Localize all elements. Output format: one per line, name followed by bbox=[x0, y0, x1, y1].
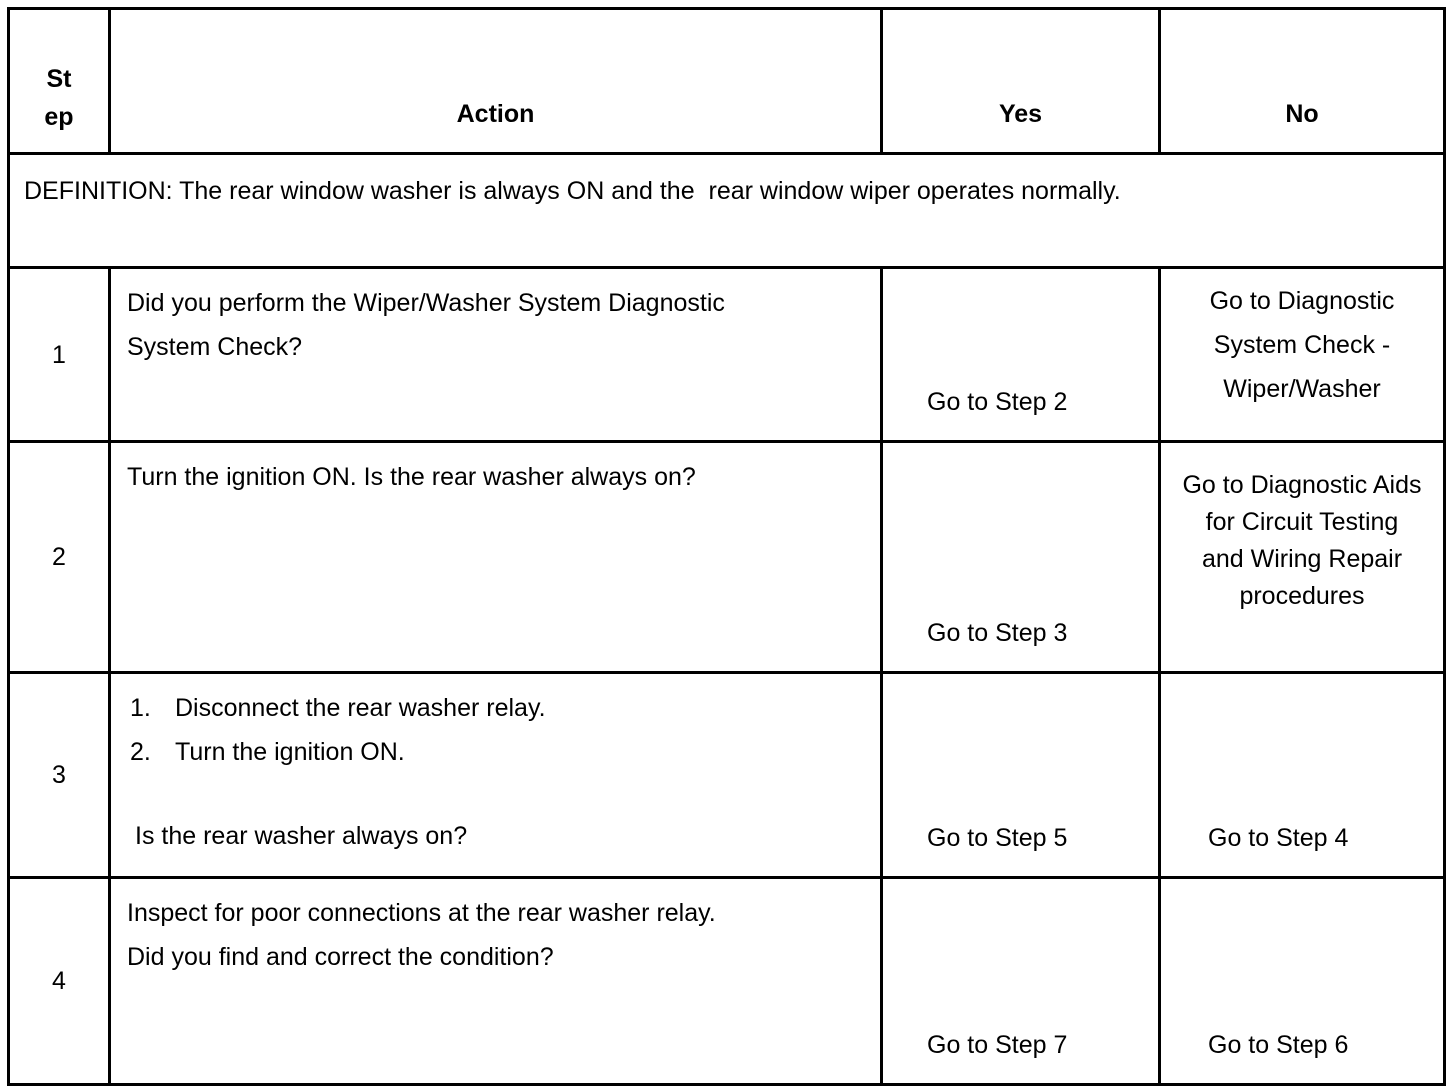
action-question: Is the rear washer always on? bbox=[135, 822, 468, 850]
no-cell bbox=[1160, 268, 1445, 442]
header-no: No bbox=[1160, 9, 1445, 154]
action-cell bbox=[110, 442, 882, 673]
no-text: procedures bbox=[1239, 582, 1365, 610]
list-item bbox=[127, 686, 880, 730]
no-cell bbox=[1160, 673, 1445, 878]
definition-cell bbox=[9, 154, 1445, 268]
definition-row bbox=[9, 154, 1445, 268]
no-text: Go to Diagnostic bbox=[1209, 287, 1395, 315]
action-list bbox=[127, 674, 880, 774]
yes-cell bbox=[882, 268, 1160, 442]
header-action: Action bbox=[110, 9, 882, 154]
action-cell bbox=[110, 268, 882, 442]
table-row bbox=[9, 673, 1445, 878]
definition-text: DEFINITION: The rear window washer is always ON and the rear window wiper operates normally. bbox=[24, 177, 1121, 205]
action-text: Inspect for poor connections at the rear washer relay. bbox=[127, 899, 716, 927]
yes-text: Go to Step 5 bbox=[927, 824, 1068, 852]
table-row bbox=[9, 442, 1445, 673]
table-row bbox=[9, 268, 1445, 442]
action-cell bbox=[110, 673, 882, 878]
yes-text: Go to Step 2 bbox=[927, 388, 1068, 416]
header-step bbox=[9, 9, 110, 154]
header-step-line1: St bbox=[46, 65, 72, 93]
yes-cell bbox=[882, 673, 1160, 878]
yes-cell bbox=[882, 442, 1160, 673]
table-row bbox=[9, 878, 1445, 1085]
yes-cell bbox=[882, 878, 1160, 1085]
diagnostic-table bbox=[7, 7, 1446, 1086]
no-cell bbox=[1160, 878, 1445, 1085]
no-text: Go to Diagnostic Aids bbox=[1182, 471, 1422, 499]
action-text: Did you find and correct the condition? bbox=[127, 943, 554, 971]
header-row bbox=[9, 9, 1445, 154]
no-text: and Wiring Repair bbox=[1201, 545, 1403, 573]
action-text: System Check? bbox=[127, 333, 303, 361]
no-cell bbox=[1160, 442, 1445, 673]
step-number: 3 bbox=[9, 673, 110, 878]
list-text: Turn the ignition ON. bbox=[175, 738, 405, 766]
action-text: Turn the ignition ON. Is the rear washer always on? bbox=[127, 463, 696, 491]
no-text: Go to Step 4 bbox=[1208, 824, 1349, 852]
step-number: 4 bbox=[9, 878, 110, 1085]
yes-text: Go to Step 7 bbox=[927, 1031, 1068, 1059]
action-cell bbox=[110, 878, 882, 1085]
header-step-line2: ep bbox=[44, 103, 74, 131]
no-text: Go to Step 6 bbox=[1208, 1031, 1349, 1059]
yes-text: Go to Step 3 bbox=[927, 619, 1068, 647]
step-number: 1 bbox=[9, 268, 110, 442]
list-number: 2. bbox=[130, 738, 151, 766]
action-text: Did you perform the Wiper/Washer System Diagnostic bbox=[127, 289, 725, 317]
no-text: Wiper/Washer bbox=[1223, 375, 1381, 403]
step-number: 2 bbox=[9, 442, 110, 673]
no-text: for Circuit Testing bbox=[1205, 508, 1399, 536]
no-text: System Check - bbox=[1213, 331, 1391, 359]
list-item bbox=[127, 730, 880, 774]
header-yes: Yes bbox=[882, 9, 1160, 154]
list-text: Disconnect the rear washer relay. bbox=[175, 694, 546, 722]
list-number: 1. bbox=[130, 694, 151, 722]
